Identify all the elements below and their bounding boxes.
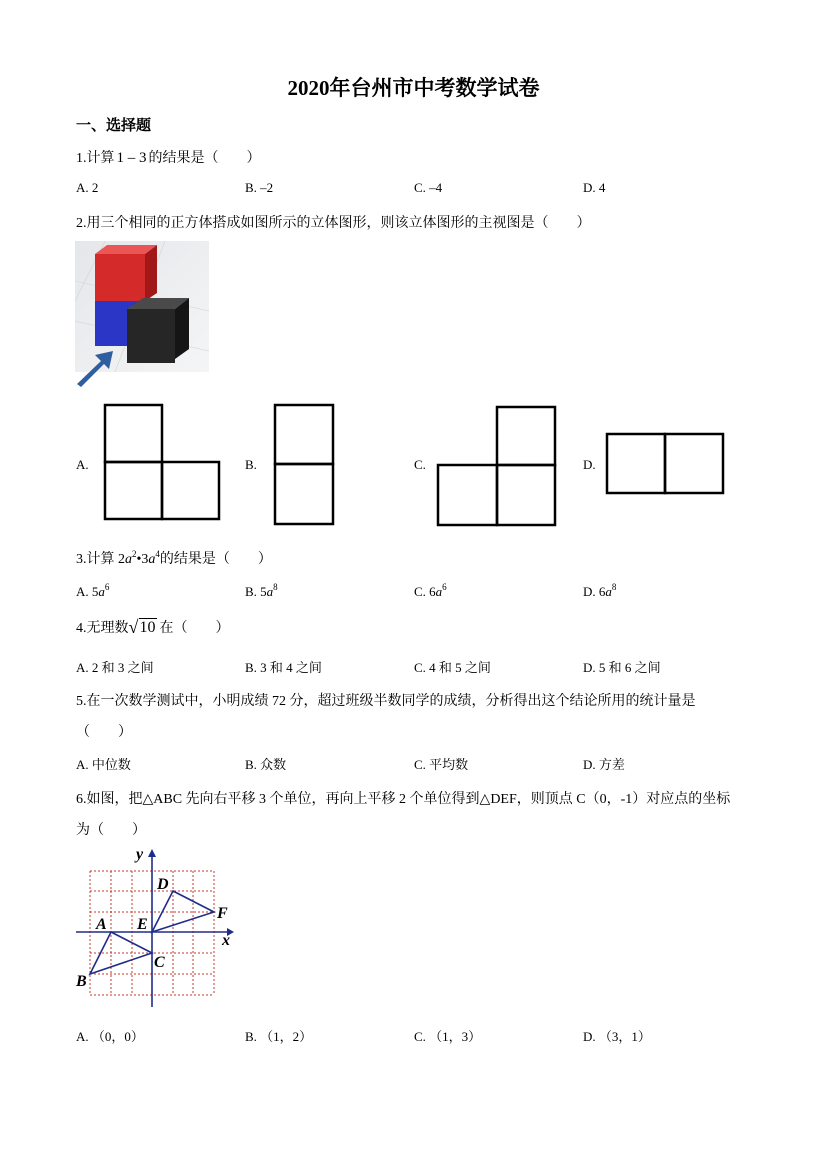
q3-option-a[interactable] bbox=[76, 582, 109, 600]
q1-option-c[interactable]: C. –4 bbox=[414, 180, 443, 195]
q3-option-d[interactable] bbox=[583, 582, 616, 600]
q2-option-b-figure[interactable] bbox=[274, 404, 334, 525]
q3-suffix: 的结果是（ ） bbox=[159, 552, 272, 567]
q3-var-1: a bbox=[125, 552, 132, 567]
question-6-line-1: 6.如图，把△ABC 先向右平移 3 个单位，再向上平移 2 个单位得到△DEF，则顶点 C（0，-1）对应点的坐标 bbox=[76, 792, 731, 807]
q3-option-b-label: B. 5 bbox=[245, 584, 267, 599]
q3-option-c[interactable] bbox=[414, 582, 447, 600]
sqrt-symbol: √ 10 bbox=[128, 617, 156, 637]
q2-option-c-label[interactable]: C. bbox=[414, 457, 426, 472]
q4-option-a[interactable]: A. 2 和 3 之间 bbox=[76, 660, 154, 675]
question-5-line-2: （ ） bbox=[76, 725, 132, 740]
q3-exp-1: 2 bbox=[132, 549, 137, 559]
q5-option-a[interactable]: A. 中位数 bbox=[76, 757, 131, 772]
y-axis-arrow bbox=[148, 849, 156, 857]
question-3 bbox=[76, 548, 272, 568]
q4-option-b[interactable]: B. 3 和 4 之间 bbox=[245, 660, 322, 675]
section-heading: 一、选择题 bbox=[76, 118, 152, 134]
q3-coef-1: 2 bbox=[118, 552, 125, 567]
q3-option-a-var: a bbox=[98, 584, 105, 599]
y-axis-label: y bbox=[136, 846, 144, 863]
q4-option-d[interactable]: D. 5 和 6 之间 bbox=[583, 660, 661, 675]
q3-option-c-label: C. 6 bbox=[414, 584, 436, 599]
q3-var-2: a bbox=[148, 552, 156, 567]
q1-option-d[interactable]: D. 4 bbox=[583, 180, 606, 195]
coordinate-figure bbox=[72, 845, 242, 1015]
q1-option-a[interactable]: A. 2 bbox=[76, 180, 99, 195]
q3-option-b-var: a bbox=[266, 584, 274, 599]
question-6-line-2: 为（ ） bbox=[76, 823, 146, 838]
question-1 bbox=[76, 147, 261, 167]
q3-option-b-exp: 8 bbox=[273, 582, 278, 592]
q6-option-d[interactable]: D. （3，1） bbox=[583, 1029, 651, 1044]
q2-option-d-label[interactable]: D. bbox=[583, 457, 596, 472]
q2-option-b-label[interactable]: B. bbox=[245, 457, 257, 472]
q3-option-d-label: D. 6 bbox=[583, 584, 606, 599]
q6-option-c[interactable]: C. （1，3） bbox=[414, 1029, 482, 1044]
label-c: C bbox=[154, 954, 165, 971]
label-b: B bbox=[76, 973, 87, 990]
q1-prefix: 计算 bbox=[86, 151, 115, 166]
q3-option-d-exp: 8 bbox=[611, 582, 617, 592]
x-axis-label: x bbox=[222, 932, 230, 949]
q2-option-c-figure[interactable] bbox=[437, 406, 557, 527]
q3-option-a-exp: 6 bbox=[104, 582, 110, 592]
q3-dot: • bbox=[136, 552, 142, 567]
label-d: D bbox=[157, 876, 169, 893]
q5-option-b[interactable]: B. 众数 bbox=[245, 757, 287, 772]
label-f: F bbox=[217, 905, 228, 922]
q3-option-c-exp: 6 bbox=[442, 582, 447, 592]
q1-expression: 1 – 3 bbox=[116, 150, 147, 166]
q2-option-d-figure[interactable] bbox=[606, 433, 724, 495]
q4-radicand: 10 bbox=[139, 619, 156, 636]
label-e: E bbox=[137, 916, 148, 933]
q4-option-c[interactable]: C. 4 和 5 之间 bbox=[414, 660, 491, 675]
q3-option-c-var: a bbox=[435, 584, 443, 599]
q1-suffix: 的结果是（ ） bbox=[148, 151, 261, 166]
q5-option-d[interactable]: D. 方差 bbox=[583, 757, 625, 772]
exam-title: 2020年台州市中考数学试卷 bbox=[287, 76, 540, 100]
q1-number: 1. bbox=[76, 151, 87, 166]
q4-prefix: 4.无理数 bbox=[76, 621, 129, 636]
q3-prefix: 3.计算 bbox=[76, 552, 118, 567]
q6-option-b[interactable]: B. （1，2） bbox=[245, 1029, 313, 1044]
q5-option-c[interactable]: C. 平均数 bbox=[414, 757, 469, 772]
q3-exp-2: 4 bbox=[155, 549, 160, 559]
q2-option-a-label[interactable]: A. bbox=[76, 457, 89, 472]
q3-coef-2: 3 bbox=[141, 552, 149, 567]
cube-figure bbox=[75, 241, 209, 387]
q6-option-a[interactable]: A. （0，0） bbox=[76, 1029, 144, 1044]
q4-suffix: 在（ ） bbox=[159, 621, 230, 636]
q1-option-b[interactable]: B. –2 bbox=[245, 180, 274, 195]
q2-option-a-figure[interactable] bbox=[104, 404, 221, 521]
question-5-line-1: 5.在一次数学测试中，小明成绩 72 分，超过班级半数同学的成绩，分析得出这个结论所用的统计量是 bbox=[76, 694, 696, 709]
question-2: 2.用三个相同的正方体搭成如图所示的立体图形，则该立体图形的主视图是（ ） bbox=[76, 216, 591, 231]
q3-option-a-label: A. 5 bbox=[76, 584, 99, 599]
label-a: A bbox=[96, 916, 107, 933]
question-4 bbox=[76, 617, 230, 637]
q3-option-b[interactable] bbox=[245, 582, 278, 600]
q3-option-d-var: a bbox=[605, 584, 612, 599]
